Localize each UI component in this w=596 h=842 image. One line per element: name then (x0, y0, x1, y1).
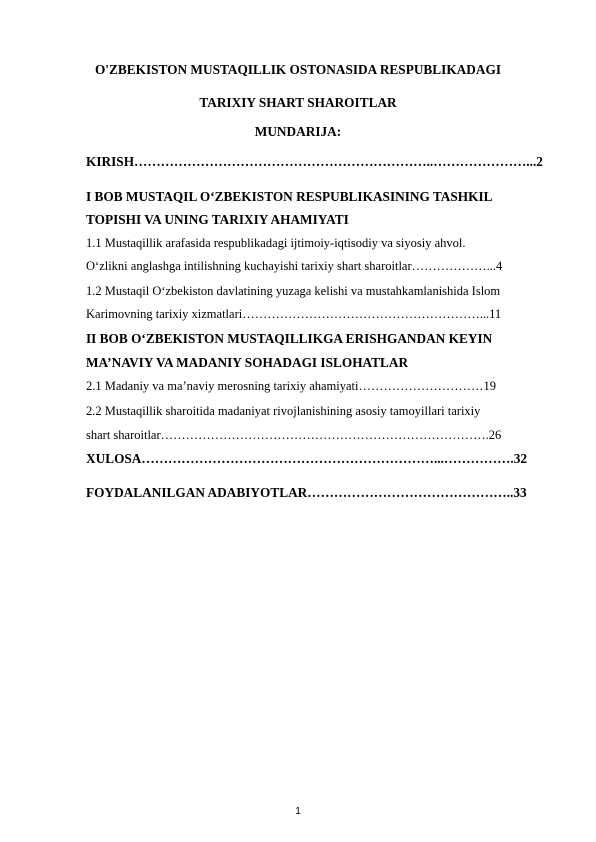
toc-entry-2-2-line-2: shart sharoitlar…………………………………………………………………….26 (86, 428, 502, 442)
toc-entry-chapter-2-line-1: II BOB O‘ZBEKISTON MUSTAQILLIKGA ERISHGANDAN KEYIN (86, 331, 493, 346)
toc-entry-1-2-line-2: Karimovning tarixiy xizmatlari…………………………………………………...11 (86, 307, 502, 321)
toc-entry-bibliography: FOYDALANILGAN ADABIYOTLAR………………………………………..33 (86, 485, 527, 500)
toc-entry-2-2-line-1: 2.2 Mustaqillik sharoitida madaniyat rivojlanishining asosiy tamoyillari tarixiy (86, 404, 481, 418)
title-line-1: O'ZBEKISTON MUSTAQILLIK OSTONASIDA RESPUBLIKADAGI (94, 62, 502, 77)
toc-entry-1-1-line-1: 1.1 Mustaqillik arafasida respublikadagi ijtimoiy-iqtisodiy va siyosiy ahvol. (86, 236, 466, 250)
contents-heading: MUNDARIJA: (254, 124, 342, 139)
toc-entry-2-1: 2.1 Madaniy va ma’naviy merosning tarixiy ahamiyati…………………………19 (86, 379, 496, 393)
toc-entry-1-1-line-2: O‘zlikni anglashga intilishning kuchayishi tarixiy shart sharoitlar………………...4 (86, 259, 503, 273)
title-line-2: TARIXIY SHART SHAROITLAR (199, 95, 397, 110)
toc-entry-chapter-1-line-2: TOPISHI VA UNING TARIXIY AHAMIYATI (86, 212, 349, 227)
toc-entry-1-2-line-1: 1.2 Mustaqil O‘zbekiston davlatining yuzaga kelishi va mustahkamlanishida Islom (86, 284, 501, 298)
toc-entry-xulosa: XULOSA…………………………………………………………...…………….32 (86, 451, 528, 466)
toc-entry-kirish: KIRISH…………………………………………………………..…………………...2 (86, 154, 543, 169)
toc-entry-chapter-1-line-1: I BOB MUSTAQIL O‘ZBEKISTON RESPUBLIKASINING TASHKIL (86, 189, 493, 204)
toc-entry-chapter-2-line-2: MA’NAVIY VA MADANIY SOHADAGI ISLOHATLAR (86, 355, 409, 370)
page-number: 1 (295, 806, 301, 817)
